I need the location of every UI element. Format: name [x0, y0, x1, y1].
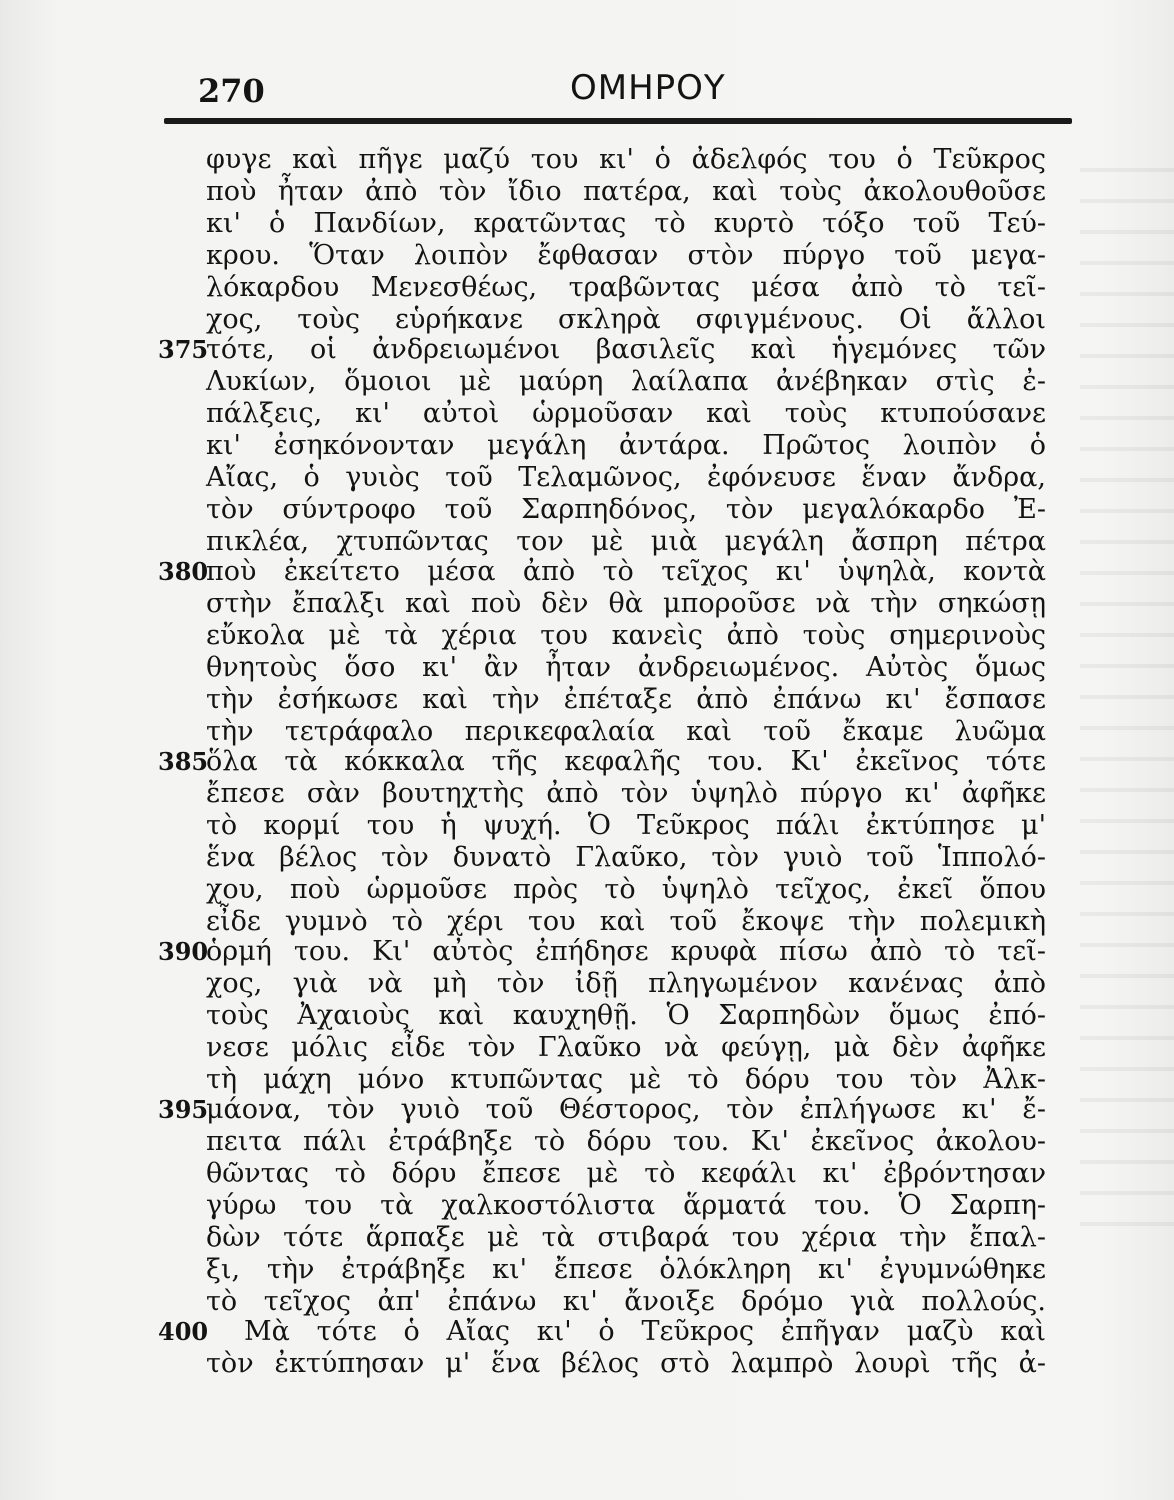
text-line: χος, γιὰ νὰ μὴ τὸν ἰδῇ πληγωμένον κανένας ἀπὸ: [206, 968, 1046, 999]
text-line: δὼν τότε ἅρπαξε μὲ τὰ στιβαρά του χέρια τὴν ἔπαλ-: [206, 1222, 1046, 1253]
text-line: κι' ἐσηκόνονταν μεγάλη ἀντάρα. Πρῶτος λοιπὸν ὁ: [206, 430, 1046, 461]
text-line: θνητοὺς ὅσο κι' ἂν ἦταν ἀνδρειωμένος. Αὐτὸς ὅμως: [206, 652, 1046, 683]
text-line: ποὺ ἐκείτετο μέσα ἀπὸ τὸ τεῖχος κι' ὑψηλὰ, κοντὰ: [206, 556, 1046, 587]
text-line: τὸν σύντροφο τοῦ Σαρπηδόνος, τὸν μεγαλόκαρδο Ἐ-: [206, 494, 1046, 525]
line-number: 385: [158, 747, 209, 776]
text-line: θῶντας τὸ δόρυ ἔπεσε μὲ τὸ κεφάλι κι' ἐβρόντησαν: [206, 1158, 1046, 1189]
text-line: τότε, οἱ ἀνδρειωμένοι βασιλεῖς καὶ ἡγεμόνες τῶν: [206, 334, 1046, 365]
text-line: τὴ μάχη μόνο κτυπῶντας μὲ τὸ δόρυ του τὸν Ἀλκ-: [206, 1064, 1046, 1095]
text-line: ἔπεσε σὰν βουτηχτὴς ἀπὸ τὸν ὑψηλὸ πύργο κι' ἀφῆκε: [206, 778, 1046, 809]
line-number: 380: [158, 557, 209, 586]
text-line: τὴν τετράφαλο περικεφαλαία καὶ τοῦ ἔκαμε λυῶμα: [206, 716, 1046, 747]
text-line: Μὰ τότε ὁ Αἴας κι' ὁ Τεῦκρος ἐπῆγαν μαζὺ καὶ: [244, 1316, 1046, 1347]
text-line: τὴν ἐσήκωσε καὶ τὴν ἐπέταξε ἀπὸ ἐπάνω κι' ἔσπασε: [206, 684, 1046, 715]
show-through-text: [1080, 150, 1174, 1250]
text-line: Λυκίων, ὅμοιοι μὲ μαύρη λαίλαπα ἀνέβηκαν στὶς ἐ-: [206, 366, 1046, 397]
text-line: εἶδε γυμνὸ τὸ χέρι του καὶ τοῦ ἔκοψε τὴν πολεμικὴ: [206, 906, 1046, 937]
line-number: 395: [158, 1095, 209, 1124]
line-number: 390: [158, 937, 209, 966]
text-line: κρου. Ὅταν λοιπὸν ἔφθασαν στὸν πύργο τοῦ μεγα-: [206, 240, 1046, 271]
text-line: τοὺς Ἀχαιοὺς καὶ καυχηθῇ. Ὁ Σαρπηδὼν ὅμως ἐπό-: [206, 1000, 1046, 1031]
text-line: ξι, τὴν ἐτράβηξε κι' ἔπεσε ὁλόκληρη κι' ἐγυμνώθηκε: [206, 1254, 1046, 1285]
text-line: λόκαρδου Μενεσθέως, τραβῶντας μέσα ἀπὸ τὸ τεῖ-: [206, 272, 1046, 303]
text-line: χου, ποὺ ὡρμοῦσε πρὸς τὸ ὑψηλὸ τεῖχος, ἐκεῖ ὅπου: [206, 874, 1046, 905]
text-line: κι' ὁ Πανδίων, κρατῶντας τὸ κυρτὸ τόξο τοῦ Τεύ-: [206, 208, 1046, 239]
text-line: στὴν ἔπαλξι καὶ ποὺ δὲν θὰ μποροῦσε νὰ τὴν σηκώσῃ: [206, 588, 1046, 619]
line-number: 375: [158, 335, 209, 364]
text-line: τὸν ἐκτύπησαν μ' ἕνα βέλος στὸ λαμπρὸ λουρὶ τῆς ἀ-: [206, 1348, 1046, 1379]
text-line: εὔκολα μὲ τὰ χέρια του κανεὶς ἀπὸ τοὺς σημερινοὺς: [206, 620, 1046, 651]
text-line: ὁρμή του. Κι' αὐτὸς ἐπήδησε κρυφὰ πίσω ἀπὸ τὸ τεῖ-: [206, 936, 1046, 967]
text-line: ἕνα βέλος τὸν δυνατὸ Γλαῦκο, τὸν γυιὸ τοῦ Ἱππολό-: [206, 842, 1046, 873]
text-line: πάλξεις, κι' αὐτοὶ ὡρμοῦσαν καὶ τοὺς κτυπούσανε: [206, 398, 1046, 429]
text-line: φυγε καὶ πῆγε μαζύ του κι' ὁ ἀδελφός του ὁ Τεῦκρος: [206, 144, 1046, 175]
line-number: 400: [158, 1317, 209, 1346]
text-line: μάονα, τὸν γυιὸ τοῦ Θέστορος, τὸν ἐπλήγωσε κι' ἔ-: [206, 1094, 1046, 1125]
text-line: χος, τοὺς εὑρήκανε σκληρὰ σφιγμένους. Οἱ ἄλλοι: [206, 304, 1046, 335]
text-line: νεσε μόλις εἶδε τὸν Γλαῦκο νὰ φεύγῃ, μὰ δὲν ἀφῆκε: [206, 1032, 1046, 1063]
text-line: τὸ κορμί του ἡ ψυχή. Ὁ Τεῦκρος πάλι ἐκτύπησε μ': [206, 810, 1046, 841]
running-head: ΟΜΗΡΟΥ: [570, 68, 726, 108]
text-line: Αἴας, ὁ γυιὸς τοῦ Τελαμῶνος, ἐφόνευσε ἕναν ἄνδρα,: [206, 462, 1046, 493]
text-line: γύρω του τὰ χαλκοστόλιστα ἅρματά του. Ὁ Σαρπη-: [206, 1190, 1046, 1221]
page-header: [160, 60, 1075, 116]
header-rule: [164, 118, 1072, 124]
text-line: πικλέα, χτυπῶντας τον μὲ μιὰ μεγάλη ἄσπρη πέτρα: [206, 526, 1046, 557]
page-number: 270: [198, 72, 265, 110]
text-line: ὅλα τὰ κόκκαλα τῆς κεφαλῆς του. Κι' ἐκεῖνος τότε: [206, 746, 1046, 777]
text-line: ποὺ ἦταν ἀπὸ τὸν ἴδιο πατέρα, καὶ τοὺς ἀκολουθοῦσε: [206, 176, 1046, 207]
text-line: τὸ τεῖχος ἀπ' ἐπάνω κι' ἄνοιξε δρόμο γιὰ πολλούς.: [206, 1286, 1046, 1317]
text-line: πειτα πάλι ἐτράβηξε τὸ δόρυ του. Κι' ἐκεῖνος ἀκολου-: [206, 1126, 1046, 1157]
